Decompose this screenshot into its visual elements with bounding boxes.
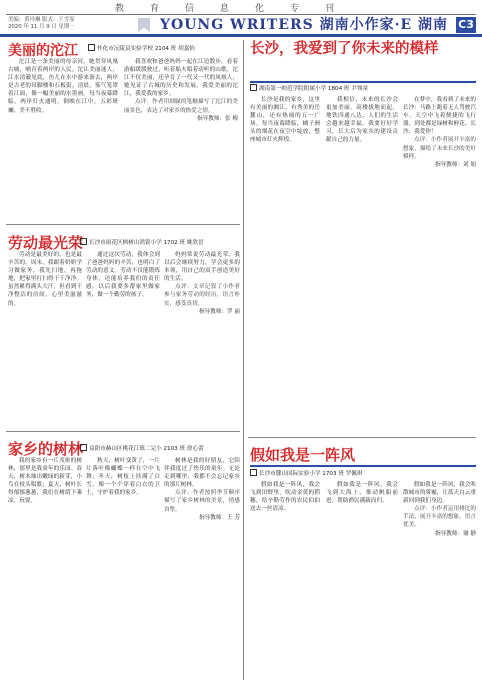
article-text: 长沙是我的家乡，这里有美丽的湘江，有秀美的岳麓山，还有热闹的五一广场。每当夜幕降临，橘子洲头的烟花在夜空中绽放，整座城市灯火辉煌。 [250, 97, 320, 144]
article-byline: 长沙市雨花区枫树山鸿铭小学 1702 班 姚欣语 [80, 238, 204, 246]
section-divider [6, 224, 240, 225]
article-byline: 怀化市沅陵县实验学校 2104 班 胡嘉怡 [88, 44, 195, 52]
title-underline [250, 81, 476, 83]
title-underline [250, 465, 476, 467]
section-divider [6, 431, 240, 432]
article-byline: 益阳市赫山区桃花江镇二完小 2103 班 徐心蕾 [80, 444, 204, 452]
top-title-bar [0, 0, 482, 13]
square-icon [80, 444, 87, 451]
masthead: YOUNG WRITERS 湖南小作家·E 湖南 [160, 17, 449, 33]
title-char: 息 [220, 4, 230, 14]
article-text: 在梦中，我看到了未来的长沙：马路上跑着无人驾驶汽车，天空中飞着便捷的飞行器，到处都是绿树和鲜花。长沙，我爱你！ 点评：小作者展开丰富的想象，描绘了未来长沙的美好模样。 指导教师：刘 娟 [403, 97, 476, 168]
square-icon [80, 238, 87, 245]
square-icon [250, 469, 257, 476]
article-title: 家乡的树林 [8, 440, 84, 458]
article-text: 劳动是最美好的，也是最辛苦的。周末，我跟着奶奶学习做家务。我先扫地，再拖地，把家里打扫得干干净净。虽然累得满头大汗，但看到干净整洁的房间，心里美滋滋的。 [8, 252, 82, 307]
article-text: 我的家乡有一片茂密的树林，那里是我童年的乐园。春天，树木抽出嫩绿的新芽，小鸟在枝头唱歌；夏天，树叶长得郁郁葱葱，我们在树荫下乘凉、玩耍。 [8, 458, 82, 505]
title-char: 专 [290, 4, 300, 14]
title-char: 信 [185, 4, 195, 14]
article-text: 我喜欢和爸爸妈妈一起在江边散步，看着游船缓缓驶过，听着船夫唱着动听的山歌。沱江不仅美丽，还孕育了一代又一代的凤凰人，她见证了古城的历史和发展。我爱美丽的沱江，我爱我的家乡。 点评：作者用细腻的笔触描写了沱江的美丽景色，表达了对家乡的热爱之情。 指导教师：张 梅 [124, 59, 238, 122]
article-title: 劳动最光荣 [8, 234, 84, 252]
article-byline: 湖南第一师范学院附属小学 1804 班 尹骞童 [250, 84, 368, 92]
header-blue-bar [0, 34, 482, 37]
article-text: 假如我是一阵风，我会飞到田野里，吹动金黄的稻穗，给辛勤劳作的农民伯伯送去一丝清凉。 [250, 482, 320, 513]
article-text: 沱江是一条美丽的母亲河，她贯穿凤凰古城，哺育着两岸的人民。沱江美丽迷人，江水清澈见底，鱼儿在水中游来游去，两岸是古老的吊脚楼和石板街。清晨，雾气笼罩着江面，像一幅美丽的水墨画。每当夜幕降临，两岸灯火通明，倒映在江中，五彩斑斓，美不胜收。 [8, 59, 118, 114]
editor-info [8, 17, 138, 31]
date-line: 2020 年 11 月 9 日 星期一 [8, 24, 75, 30]
title-char: 育 [150, 4, 160, 14]
title-char: 化 [255, 4, 265, 14]
article-text: 我相信，未来的长沙会更加美丽。高楼拔地而起，地铁四通八达，人们的生活会越来越幸福。我要好好学习，长大后为家乡的建设贡献自己的力量。 [326, 97, 398, 144]
square-icon [88, 44, 95, 51]
article-title: 长沙，我爱到了你未来的模样 [250, 41, 439, 57]
article-text: 假如我是一阵风，我会飞到大海上，推动帆船前进，帮助渔民满载而归。 [326, 482, 398, 505]
section-divider [248, 437, 476, 438]
title-char: 教 [115, 4, 125, 14]
page-number-badge: C3 [456, 17, 476, 33]
editor-line: 美编：黄玲琳 版式：王雪霏 [8, 17, 75, 23]
ribbon-icon [138, 18, 150, 32]
article-text: 秋天，树叶变黄了，一片片落叶像蝴蝶一样在空中飞舞；冬天，树枝上挂满了白雪，像一个个穿着白衣的卫士，守护着我的家乡。 [86, 458, 160, 497]
article-byline: 长沙市麓山国际实验小学 1703 班 罗佩琪 [250, 469, 362, 477]
article-text: 假如我是一阵风，我会吹散城市的雾霾，让蓝天白云重新回到我们身边。 点评：小作者运用排比的手法，展开丰富的想象，语言优美。 指导教师：谢 静 [403, 482, 476, 537]
article-title: 美丽的沱江 [8, 43, 78, 59]
article-title: 假如我是一阵风 [250, 446, 356, 464]
title-char: 刊 [325, 4, 335, 14]
article-text: 树林是我的好朋友，它陪伴我度过了快乐的童年。无论走到哪里，我都不会忘记家乡的那片树林。 点评：作者按照季节顺序描写了家乡树林的美景，情感真挚。 指导教师：王 芳 [164, 458, 240, 521]
article-text: 妈妈常说劳动最光荣。我以后会继续努力，学会更多的本领，用自己的双手创造美好的生活。 点评：文章记叙了小作者参与家务劳动的经历，语言朴实，感受真切。 指导教师：罗 丽 [164, 252, 240, 315]
article-text: 通过这次劳动，我体会到了爸爸妈妈的辛苦，也明白了劳动的意义。劳动不仅能锻炼身体，还能培养我们的责任感。以后我要多帮家里做家务，做一个勤劳的孩子。 [86, 252, 160, 299]
center-divider [243, 40, 244, 680]
square-icon [250, 84, 257, 91]
